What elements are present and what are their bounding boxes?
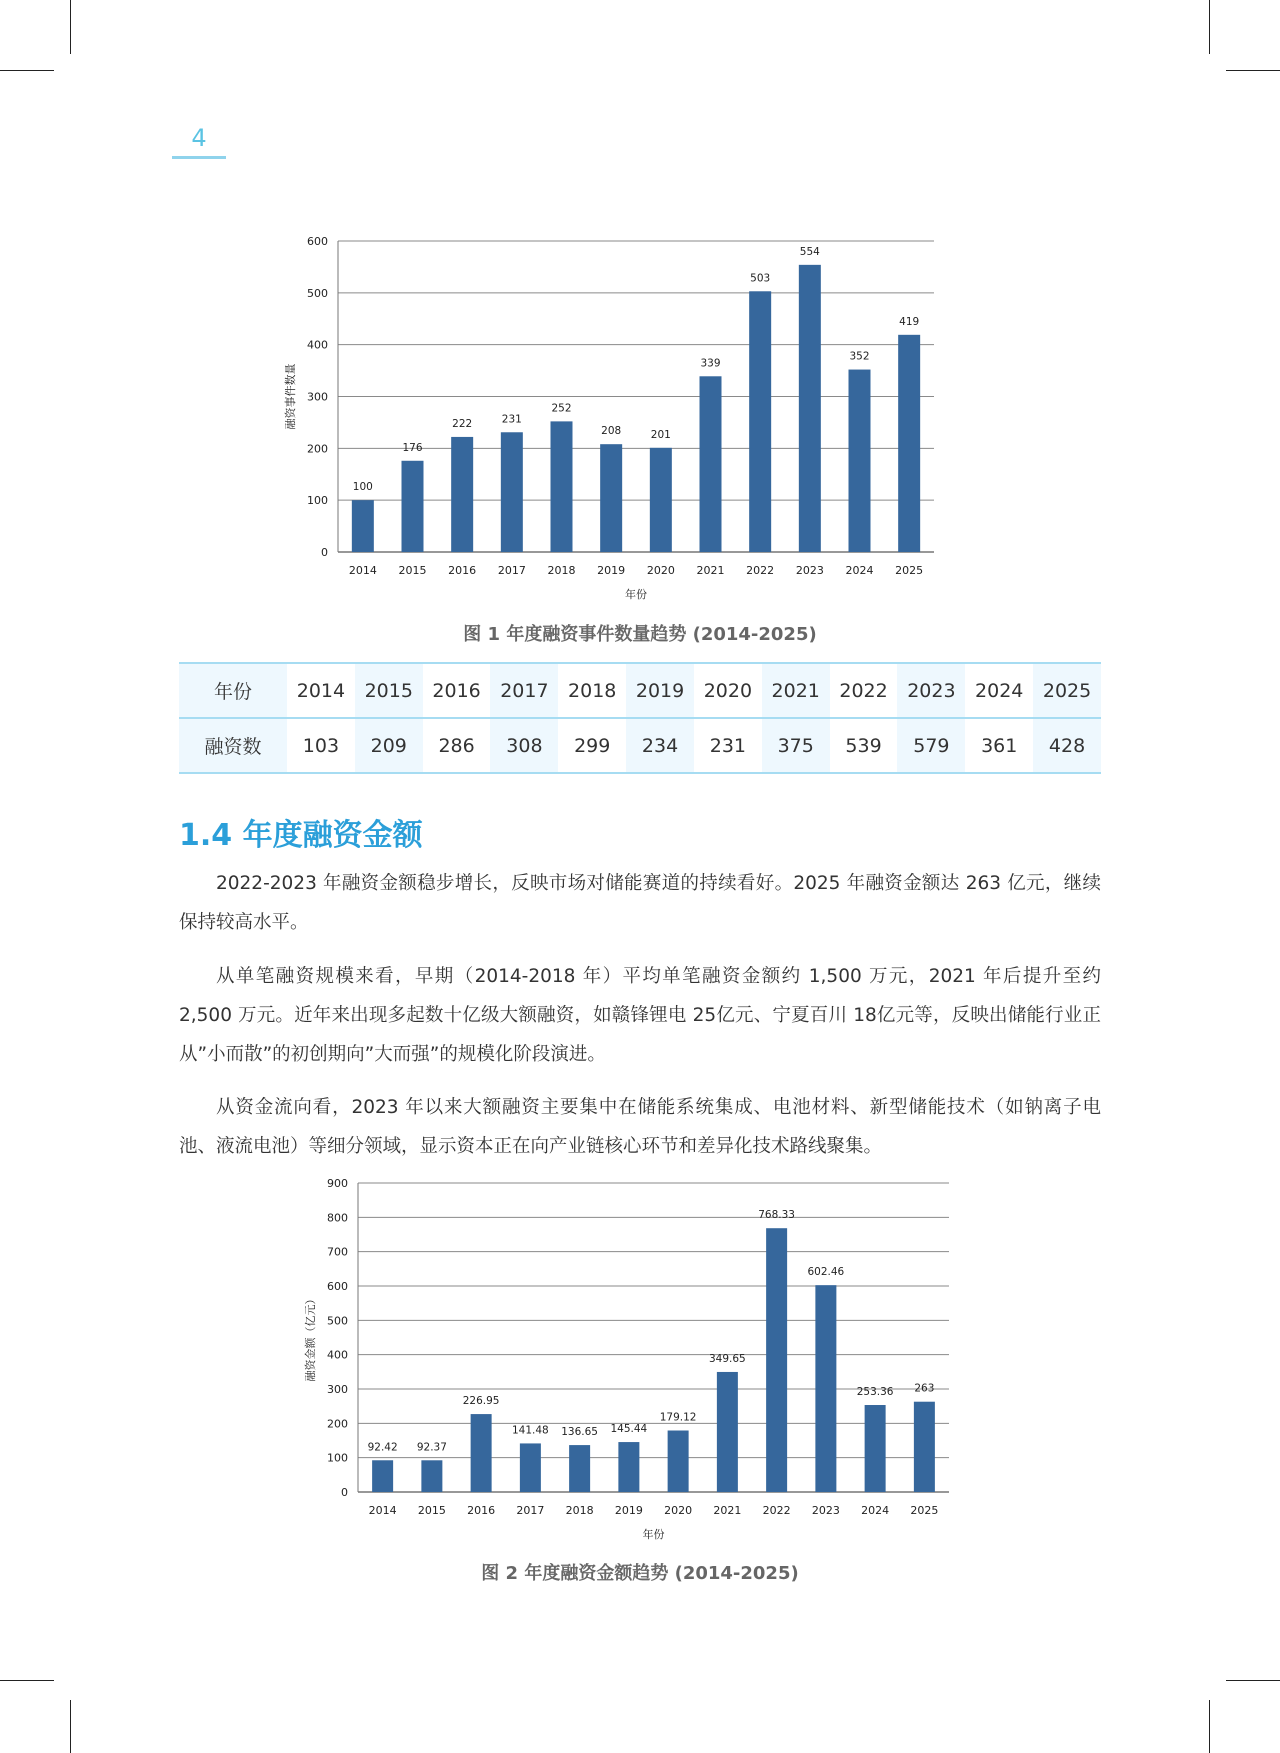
bar bbox=[600, 444, 622, 552]
y-tick-label: 200 bbox=[307, 442, 328, 456]
x-tick-label: 2022 bbox=[762, 1504, 791, 1517]
bar bbox=[668, 1431, 689, 1492]
x-tick-label: 2021 bbox=[696, 564, 725, 577]
y-tick-label: 100 bbox=[327, 1451, 348, 1465]
bar bbox=[618, 1442, 639, 1492]
data-label: 349.65 bbox=[709, 1352, 746, 1365]
bar bbox=[914, 1402, 935, 1492]
funding-count-table bbox=[179, 662, 1101, 774]
table-cell-count: 103 bbox=[302, 734, 340, 757]
bar bbox=[551, 421, 573, 552]
x-axis-title: 年份 bbox=[642, 1528, 665, 1541]
table-cell-year: 2018 bbox=[568, 679, 617, 702]
table-cell-count: 361 bbox=[981, 734, 1018, 757]
bar bbox=[898, 335, 920, 552]
data-label: 226.95 bbox=[462, 1395, 500, 1408]
table-cell-count: 234 bbox=[626, 718, 694, 773]
bar bbox=[402, 461, 424, 552]
x-tick-label: 2018 bbox=[565, 1504, 594, 1517]
data-label: 503 bbox=[750, 272, 771, 285]
x-tick-label: 2014 bbox=[368, 1504, 397, 1517]
bar bbox=[520, 1443, 541, 1492]
x-tick-label: 2021 bbox=[713, 1504, 742, 1517]
y-tick-label: 800 bbox=[327, 1211, 348, 1225]
data-label: 768.33 bbox=[758, 1209, 795, 1222]
page-number: 4 bbox=[191, 124, 207, 152]
paragraph-2: 从单笔融资规模来看，早期（2014-2018 年）平均单笔融资金额约 1,500 万元，2021 年后提升至约 2,500 万元。近年来出现多起数十亿级大额融资，如赣锋锂电 25亿元、宁夏百川 18亿元等，反映出储能行业正从”小而散”的初创期向”大而强”的规模化阶段演进。 bbox=[179, 966, 1101, 1065]
x-tick-label: 2023 bbox=[811, 1504, 840, 1517]
bar bbox=[700, 376, 722, 552]
crop-mark bbox=[1226, 1680, 1280, 1681]
data-label: 208 bbox=[601, 425, 622, 438]
bar bbox=[799, 265, 821, 552]
data-label: 201 bbox=[650, 428, 671, 441]
y-tick-label: 600 bbox=[307, 235, 328, 248]
table-row-counts bbox=[179, 718, 1101, 773]
x-tick-label: 2016 bbox=[467, 1504, 496, 1517]
x-axis-title: 年份 bbox=[625, 588, 647, 601]
section-heading: 1.4 年度融资金额 bbox=[179, 818, 423, 853]
data-label: 253.36 bbox=[856, 1386, 894, 1399]
table-row-years bbox=[179, 663, 1101, 718]
table-cell-year: 2017 bbox=[490, 663, 558, 718]
y-tick-label: 700 bbox=[327, 1245, 348, 1259]
table-cell-year: 2019 bbox=[626, 663, 694, 718]
x-tick-label: 2024 bbox=[845, 564, 874, 577]
x-tick-label: 2020 bbox=[664, 1504, 693, 1517]
crop-mark bbox=[1209, 0, 1210, 54]
table-cell-count: 231 bbox=[709, 734, 747, 757]
bar bbox=[849, 370, 871, 552]
table-cell-year: 2020 bbox=[703, 679, 753, 702]
table-header-label: 年份 bbox=[179, 663, 287, 718]
x-tick-label: 2025 bbox=[910, 1504, 939, 1517]
bar bbox=[766, 1228, 787, 1492]
x-tick-label: 2015 bbox=[417, 1504, 446, 1517]
y-tick-label: 300 bbox=[307, 390, 328, 404]
table-row-label: 融资数 bbox=[179, 718, 287, 773]
x-tick-label: 2017 bbox=[516, 1504, 545, 1517]
data-label: 263 bbox=[914, 1382, 935, 1395]
y-axis-title: 融资金额（亿元） bbox=[304, 1293, 317, 1382]
y-tick-label: 900 bbox=[327, 1177, 348, 1190]
bar bbox=[501, 432, 523, 552]
data-label: 231 bbox=[501, 413, 522, 426]
crop-mark bbox=[0, 1680, 54, 1681]
y-tick-label: 400 bbox=[307, 338, 328, 352]
table-cell-year: 2014 bbox=[296, 679, 346, 702]
table-cell-year: 2022 bbox=[839, 679, 888, 702]
crop-mark bbox=[70, 0, 71, 54]
bar bbox=[815, 1285, 836, 1492]
bar bbox=[471, 1414, 492, 1492]
x-tick-label: 2022 bbox=[746, 564, 775, 577]
data-label: 339 bbox=[700, 357, 721, 370]
data-label: 100 bbox=[352, 481, 373, 494]
y-tick-label: 600 bbox=[327, 1280, 348, 1293]
table-cell-count: 209 bbox=[355, 718, 423, 773]
table-cell-count: 375 bbox=[762, 718, 830, 773]
data-label: 92.42 bbox=[367, 1441, 398, 1454]
x-tick-label: 2014 bbox=[348, 564, 377, 577]
x-tick-label: 2023 bbox=[795, 564, 824, 577]
y-tick-label: 200 bbox=[327, 1417, 348, 1431]
x-tick-label: 2024 bbox=[861, 1504, 890, 1517]
data-label: 136.65 bbox=[561, 1426, 598, 1439]
y-tick-label: 100 bbox=[307, 494, 328, 508]
data-label: 92.37 bbox=[416, 1441, 447, 1454]
table-cell-count: 428 bbox=[1033, 718, 1101, 773]
crop-mark bbox=[1226, 70, 1280, 71]
table-cell-year: 2016 bbox=[432, 679, 481, 702]
x-tick-label: 2025 bbox=[895, 564, 924, 577]
data-label: 141.48 bbox=[512, 1424, 549, 1437]
chart2-caption: 图 2 年度融资金额趋势 (2014-2025) bbox=[481, 1563, 799, 1584]
y-tick-label: 400 bbox=[327, 1348, 348, 1362]
chart1-caption: 图 1 年度融资事件数量趋势 (2014-2025) bbox=[463, 624, 817, 645]
y-tick-label: 0 bbox=[341, 1486, 348, 1499]
table-cell-count: 579 bbox=[897, 718, 965, 773]
y-tick-label: 300 bbox=[327, 1383, 348, 1396]
data-label: 222 bbox=[452, 417, 473, 430]
table-cell-year: 2023 bbox=[897, 663, 965, 718]
y-axis-title: 融资事件数量 bbox=[284, 363, 297, 430]
y-tick-label: 500 bbox=[307, 286, 328, 300]
crop-mark bbox=[0, 70, 54, 71]
x-tick-label: 2020 bbox=[646, 564, 675, 577]
page-number-underline bbox=[172, 156, 226, 159]
x-tick-label: 2016 bbox=[448, 564, 477, 577]
bar bbox=[451, 437, 473, 552]
paragraph-3: 从资金流向看，2023 年以来大额融资主要集中在储能系统集成、电池材料、新型储能技术（如钠离子电池、液流电池）等细分领域，显示资本正在向产业链核心环节和差异化技术路线聚集。 bbox=[179, 1097, 1101, 1157]
crop-mark bbox=[70, 1700, 71, 1753]
data-label: 602.46 bbox=[807, 1266, 845, 1279]
data-label: 554 bbox=[799, 245, 820, 258]
crop-mark bbox=[1209, 1700, 1210, 1753]
table-cell-count: 308 bbox=[490, 718, 558, 773]
y-tick-label: 0 bbox=[321, 546, 328, 559]
data-label: 352 bbox=[849, 350, 870, 363]
table-cell-year: 2024 bbox=[975, 679, 1024, 702]
bar bbox=[749, 291, 771, 552]
x-tick-label: 2019 bbox=[614, 1504, 643, 1517]
x-tick-label: 2019 bbox=[597, 564, 626, 577]
table-cell-count: 299 bbox=[574, 734, 611, 757]
chart-funding-events bbox=[250, 225, 950, 615]
table-cell-year: 2025 bbox=[1033, 663, 1101, 718]
data-label: 419 bbox=[899, 315, 920, 328]
bar bbox=[865, 1405, 886, 1492]
data-label: 176 bbox=[402, 441, 423, 454]
y-tick-label: 500 bbox=[327, 1314, 348, 1328]
bar bbox=[569, 1445, 590, 1492]
chart-funding-amount bbox=[270, 1165, 970, 1555]
data-label: 179.12 bbox=[659, 1411, 697, 1424]
table-cell-count: 286 bbox=[438, 734, 475, 757]
x-tick-label: 2017 bbox=[497, 564, 526, 577]
bar bbox=[650, 448, 672, 552]
paragraph-1: 2022-2023 年融资金额稳步增长，反映市场对储能赛道的持续看好。2025 年融资金额达 263 亿元，继续保持较高水平。 bbox=[179, 873, 1101, 933]
x-tick-label: 2018 bbox=[547, 564, 576, 577]
bar bbox=[421, 1460, 442, 1492]
table-cell-count: 539 bbox=[845, 734, 882, 757]
data-label: 145.44 bbox=[610, 1423, 648, 1436]
data-label: 252 bbox=[551, 402, 572, 415]
x-tick-label: 2015 bbox=[398, 564, 427, 577]
bar bbox=[372, 1460, 393, 1492]
bar bbox=[717, 1372, 738, 1492]
table-cell-year: 2015 bbox=[355, 663, 423, 718]
table-cell-year: 2021 bbox=[762, 663, 830, 718]
bar bbox=[352, 500, 374, 552]
